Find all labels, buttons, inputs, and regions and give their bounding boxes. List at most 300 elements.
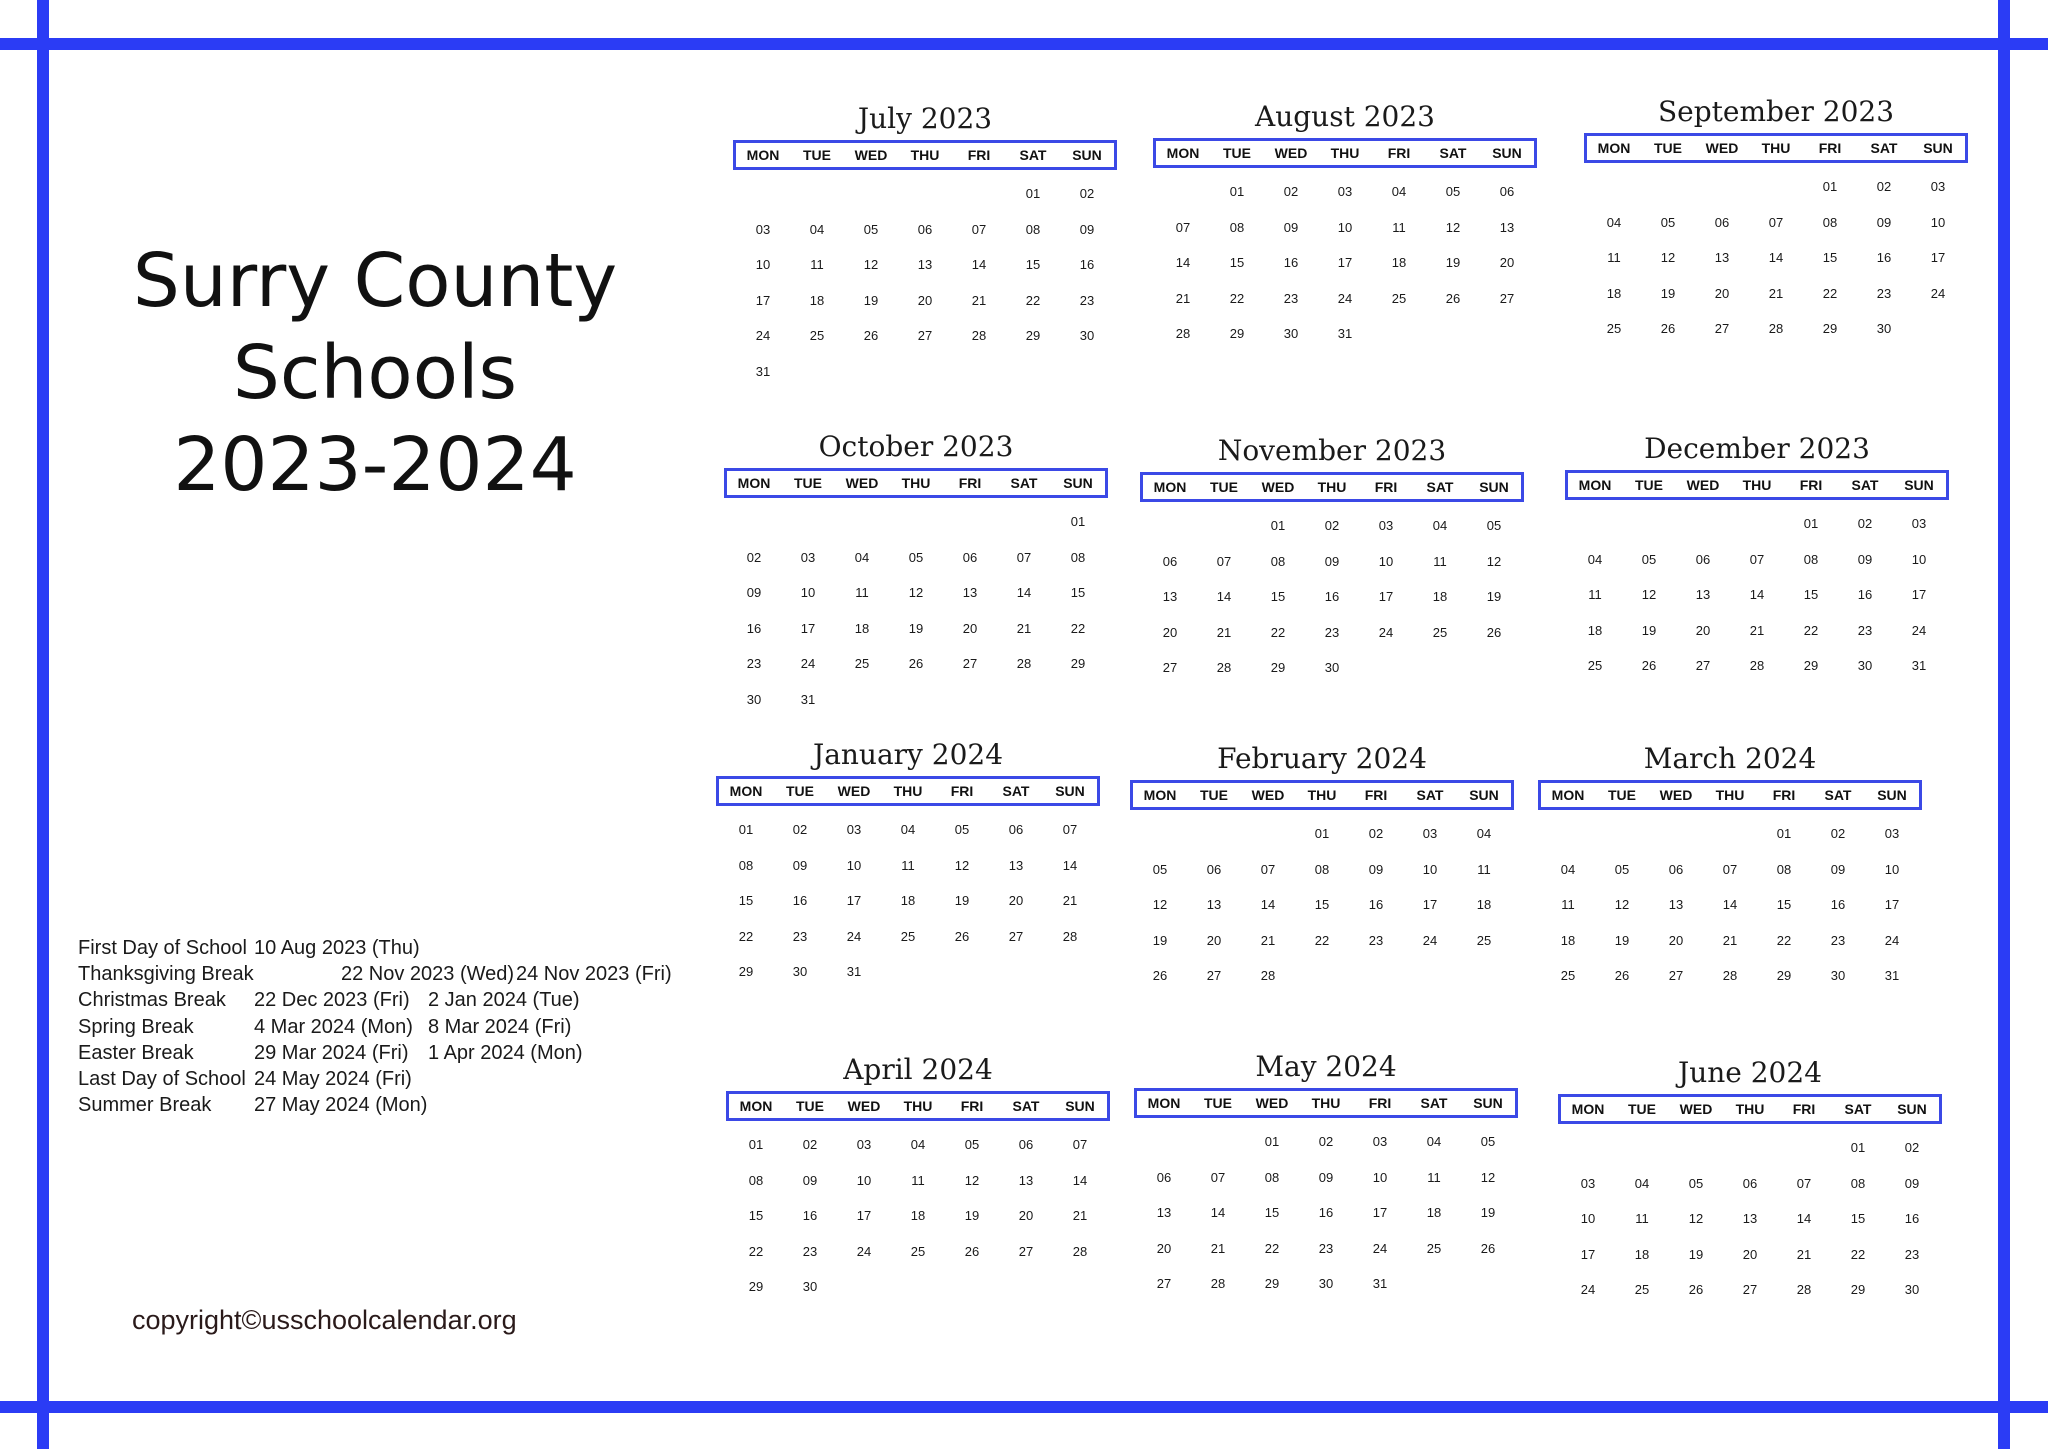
event-name: Christmas Break: [78, 989, 226, 1012]
weekday-label: THU: [1330, 145, 1360, 161]
month-title: May 2024: [1255, 1050, 1397, 1083]
day-cell: 16: [1318, 1205, 1334, 1220]
day-cell: 23: [1324, 624, 1340, 640]
day-cell: 10: [856, 1172, 872, 1188]
weekday-label: WED: [845, 475, 879, 491]
day-cell: 13: [1668, 897, 1684, 912]
weekday-label: TUE: [1654, 140, 1682, 156]
day-cell: 21: [1072, 1208, 1088, 1223]
day-cell: 20: [1695, 622, 1711, 638]
frame-top-border: [0, 38, 2048, 50]
weekday-label: FRI: [950, 783, 974, 799]
day-cell: 04: [1606, 214, 1622, 230]
day-cell: 13: [917, 257, 933, 272]
day-cell: 18: [1606, 285, 1622, 301]
day-cell: 09: [1876, 214, 1892, 230]
day-cell: 15: [1070, 585, 1086, 600]
day-cell: 28: [1175, 326, 1191, 341]
day-cell: 02: [746, 549, 762, 565]
day-cell: 30: [1830, 968, 1846, 983]
day-grid: [1584, 169, 1968, 347]
day-cell: 17: [755, 292, 771, 308]
month-calendar: [1130, 740, 1514, 994]
event-name: Thanksgiving Break: [78, 963, 254, 986]
day-cell: 13: [1742, 1211, 1758, 1226]
day-cell: 28: [1216, 660, 1232, 675]
empty-day-cell: [1695, 169, 1749, 205]
day-cell: 03: [1378, 518, 1394, 533]
day-cell: 29: [1822, 321, 1838, 336]
day-cell: 15: [1270, 589, 1286, 604]
month-title: June 2024: [1677, 1056, 1823, 1089]
day-cell: 16: [1830, 897, 1846, 912]
day-grid: [733, 176, 1117, 389]
day-cell: 03: [1930, 179, 1946, 194]
day-cell: 16: [1079, 257, 1095, 272]
weekday-label: TUE: [786, 783, 814, 799]
day-cell: 19: [1152, 932, 1168, 948]
weekday-label: FRI: [1387, 145, 1411, 161]
day-cell: 16: [1904, 1211, 1920, 1226]
day-cell: 30: [802, 1279, 818, 1294]
empty-day-cell: [1749, 169, 1803, 205]
day-cell: 07: [1210, 1169, 1226, 1185]
day-cell: 08: [1070, 549, 1086, 565]
day-cell: 14: [1722, 897, 1738, 912]
day-cell: 03: [846, 822, 862, 837]
day-cell: 12: [1660, 250, 1676, 265]
day-cell: 24: [1378, 624, 1394, 640]
day-cell: 24: [1884, 932, 1900, 948]
weekday-label: MON: [1153, 479, 1187, 495]
day-cell: 25: [1391, 290, 1407, 306]
day-cell: 04: [854, 549, 870, 565]
day-cell: 31: [1372, 1276, 1388, 1291]
day-cell: 10: [1337, 219, 1353, 235]
weekday-label: SAT: [1012, 1098, 1040, 1114]
day-cell: 28: [1768, 321, 1784, 336]
day-cell: 23: [1904, 1246, 1920, 1262]
weekday-label: MON: [1571, 1101, 1605, 1117]
day-cell: 14: [971, 257, 987, 272]
day-cell: 05: [863, 221, 879, 237]
weekday-label: WED: [854, 147, 888, 163]
weekday-label: THU: [1735, 1101, 1765, 1117]
day-cell: 30: [792, 964, 808, 979]
day-cell: 01: [1803, 516, 1819, 531]
day-cell: 16: [1876, 250, 1892, 265]
weekday-label: TUE: [1628, 1101, 1656, 1117]
day-cell: 10: [1911, 551, 1927, 567]
day-cell: 02: [802, 1137, 818, 1152]
day-cell: 05: [1152, 861, 1168, 877]
day-cell: 09: [1857, 551, 1873, 567]
frame-bottom-border: [0, 1401, 2048, 1413]
day-grid: [1538, 816, 1922, 994]
day-cell: 01: [738, 822, 754, 837]
title-line-3: 2023-2024: [173, 422, 577, 508]
day-cell: 11: [901, 857, 915, 873]
day-cell: 31: [1337, 326, 1353, 341]
weekday-label: THU: [1715, 787, 1745, 803]
empty-day-cell: [727, 504, 781, 540]
month-title: January 2024: [812, 738, 1004, 771]
weekday-label: SAT: [1019, 147, 1047, 163]
day-cell: 26: [964, 1243, 980, 1259]
day-cell: 05: [964, 1137, 980, 1152]
weekday-header: [1558, 1094, 1942, 1124]
month-title: July 2023: [857, 102, 993, 135]
day-cell: 20: [1008, 893, 1024, 908]
day-cell: 08: [1270, 553, 1286, 569]
weekday-label: SAT: [1002, 783, 1030, 799]
event-start: 29 Mar 2024 (Fri): [254, 1041, 409, 1064]
month-calendar: [733, 100, 1117, 389]
day-cell: 05: [908, 549, 924, 565]
day-cell: 17: [1372, 1205, 1388, 1220]
event-start: 27 May 2024 (Mon): [254, 1094, 428, 1117]
event-end: 2 Jan 2024 (Tue): [428, 989, 580, 1012]
day-cell: 24: [1911, 622, 1927, 638]
weekday-header: [1565, 470, 1949, 500]
month-calendar: [1153, 98, 1537, 352]
empty-day-cell: [1197, 508, 1251, 544]
weekday-label: MON: [739, 1098, 773, 1114]
day-cell: 15: [1314, 897, 1330, 912]
day-grid: [724, 504, 1108, 717]
day-cell: 14: [1210, 1205, 1226, 1220]
day-cell: 29: [748, 1279, 764, 1294]
day-cell: 14: [1072, 1172, 1088, 1188]
day-grid: [1153, 174, 1537, 352]
empty-day-cell: [790, 176, 844, 212]
day-cell: 08: [1229, 219, 1245, 235]
day-cell: 25: [1432, 624, 1448, 640]
day-cell: 26: [1641, 658, 1657, 673]
day-cell: 20: [1206, 932, 1222, 948]
day-cell: 23: [1283, 290, 1299, 306]
title-line-2: Schools: [232, 330, 518, 416]
month-title: March 2024: [1643, 742, 1817, 775]
weekday-label: MON: [746, 147, 780, 163]
weekday-label: THU: [1761, 140, 1791, 156]
event-name: First Day of School: [78, 937, 247, 959]
month-calendar: [1584, 93, 1968, 347]
day-cell: 04: [1587, 551, 1603, 567]
weekday-label: FRI: [1364, 787, 1388, 803]
day-cell: 22: [1776, 932, 1792, 948]
day-cell: 05: [1445, 184, 1461, 199]
day-cell: 06: [1695, 551, 1711, 567]
weekday-header: [1134, 1088, 1518, 1118]
weekday-label: SAT: [1416, 787, 1444, 803]
weekday-label: WED: [1679, 1101, 1713, 1117]
day-cell: 16: [792, 893, 808, 908]
day-cell: 09: [792, 857, 808, 873]
day-cell: 02: [1079, 186, 1095, 201]
day-cell: 01: [748, 1137, 764, 1152]
weekday-label: SUN: [1473, 1095, 1503, 1111]
day-cell: 22: [1314, 932, 1330, 948]
day-cell: 17: [1580, 1246, 1596, 1262]
day-cell: 26: [1614, 968, 1630, 983]
day-cell: 12: [908, 585, 924, 600]
month-title: October 2023: [818, 430, 1014, 463]
weekday-header: [726, 1091, 1110, 1121]
weekday-label: FRI: [1374, 479, 1398, 495]
day-cell: 15: [1803, 587, 1819, 602]
day-cell: 07: [1749, 551, 1765, 567]
empty-day-cell: [1676, 506, 1730, 542]
day-cell: 28: [1016, 656, 1032, 671]
weekday-label: MON: [1147, 1095, 1181, 1111]
day-cell: 26: [908, 656, 924, 671]
day-cell: 09: [746, 585, 762, 600]
weekday-label: FRI: [1368, 1095, 1392, 1111]
day-cell: 08: [1314, 861, 1330, 877]
day-cell: 17: [800, 620, 816, 636]
day-cell: 11: [1561, 897, 1575, 912]
day-cell: 01: [1229, 184, 1245, 199]
weekday-header: [1584, 133, 1968, 163]
weekday-label: MON: [737, 475, 771, 491]
day-cell: 18: [1432, 589, 1448, 604]
day-cell: 24: [1422, 932, 1438, 948]
day-cell: 24: [856, 1243, 872, 1259]
day-cell: 10: [755, 257, 771, 272]
weekday-label: FRI: [1799, 477, 1823, 493]
weekday-label: SAT: [1426, 479, 1454, 495]
day-cell: 24: [1372, 1240, 1388, 1256]
day-cell: 30: [1904, 1282, 1920, 1297]
day-cell: 25: [1634, 1282, 1650, 1297]
day-cell: 03: [1580, 1175, 1596, 1191]
weekday-label: MON: [1166, 145, 1200, 161]
empty-day-cell: [898, 176, 952, 212]
day-cell: 23: [792, 928, 808, 944]
day-cell: 11: [1433, 553, 1447, 569]
day-cell: 04: [1426, 1134, 1442, 1149]
weekday-label: TUE: [1635, 477, 1663, 493]
day-cell: 12: [1152, 897, 1168, 912]
weekday-label: TUE: [1223, 145, 1251, 161]
day-cell: 07: [1216, 553, 1232, 569]
day-cell: 19: [954, 893, 970, 908]
day-cell: 27: [917, 328, 933, 343]
day-cell: 02: [1904, 1140, 1920, 1155]
weekday-label: SAT: [1851, 477, 1879, 493]
day-cell: 27: [1008, 928, 1024, 944]
day-cell: 17: [1422, 897, 1438, 912]
day-cell: 29: [738, 964, 754, 979]
day-cell: 16: [746, 620, 762, 636]
day-cell: 20: [1162, 624, 1178, 640]
weekday-label: WED: [1261, 479, 1295, 495]
weekday-label: TUE: [796, 1098, 824, 1114]
day-cell: 13: [1206, 897, 1222, 912]
day-cell: 12: [1480, 1169, 1496, 1185]
event-start: 22 Dec 2023 (Fri): [254, 989, 410, 1012]
day-cell: 11: [855, 585, 869, 600]
day-cell: 21: [1768, 285, 1784, 301]
day-cell: 12: [1445, 219, 1461, 235]
day-cell: 28: [1260, 968, 1276, 983]
event-name: Easter Break: [78, 1041, 194, 1064]
day-cell: 28: [1796, 1282, 1812, 1297]
day-cell: 23: [1318, 1240, 1334, 1256]
day-cell: 30: [1324, 660, 1340, 675]
day-cell: 05: [1688, 1175, 1704, 1191]
day-cell: 02: [1318, 1134, 1334, 1149]
day-cell: 06: [962, 549, 978, 565]
day-cell: 31: [846, 964, 862, 979]
event-end: 1 Apr 2024 (Mon): [428, 1041, 583, 1064]
day-cell: 08: [738, 857, 754, 873]
empty-day-cell: [1187, 816, 1241, 852]
day-cell: 11: [1588, 587, 1602, 602]
weekday-label: SUN: [1877, 787, 1907, 803]
day-cell: 18: [1476, 897, 1492, 912]
day-cell: 25: [809, 328, 825, 343]
day-cell: 22: [1025, 292, 1041, 308]
day-cell: 22: [748, 1243, 764, 1259]
weekday-label: SUN: [1904, 477, 1934, 493]
day-cell: 10: [800, 585, 816, 600]
day-cell: 22: [738, 928, 754, 944]
weekday-label: MON: [1597, 140, 1631, 156]
weekday-label: TUE: [794, 475, 822, 491]
day-cell: 22: [1270, 624, 1286, 640]
frame-left-border: [37, 0, 49, 1449]
day-cell: 27: [1206, 968, 1222, 983]
weekday-label: SUN: [1897, 1101, 1927, 1117]
day-cell: 18: [1560, 932, 1576, 948]
weekday-label: SUN: [1469, 787, 1499, 803]
day-cell: 06: [1206, 861, 1222, 877]
weekday-header: [1538, 780, 1922, 810]
day-cell: 20: [1668, 932, 1684, 948]
weekday-label: TUE: [1210, 479, 1238, 495]
day-cell: 30: [746, 691, 762, 707]
day-cell: 22: [1803, 622, 1819, 638]
day-cell: 12: [964, 1172, 980, 1188]
day-cell: 02: [1876, 179, 1892, 194]
weekday-label: SUN: [1479, 479, 1509, 495]
day-cell: 02: [1368, 826, 1384, 841]
day-cell: 08: [1850, 1175, 1866, 1191]
day-cell: 06: [1162, 553, 1178, 569]
month-title: February 2024: [1217, 742, 1427, 775]
weekday-label: SAT: [1844, 1101, 1872, 1117]
day-cell: 20: [1742, 1246, 1758, 1262]
day-cell: 17: [856, 1208, 872, 1223]
day-cell: 06: [1714, 214, 1730, 230]
month-calendar: [726, 1051, 1110, 1305]
day-cell: 29: [1264, 1276, 1280, 1291]
day-cell: 24: [755, 328, 771, 343]
month-calendar: [1538, 740, 1922, 994]
empty-day-cell: [835, 504, 889, 540]
day-cell: 23: [1079, 292, 1095, 308]
day-cell: 14: [1749, 587, 1765, 602]
day-cell: 10: [1884, 861, 1900, 877]
month-title: November 2023: [1217, 434, 1447, 467]
day-cell: 11: [1477, 861, 1491, 877]
weekday-label: WED: [1659, 787, 1693, 803]
day-cell: 09: [802, 1172, 818, 1188]
day-cell: 30: [1876, 321, 1892, 336]
day-cell: 22: [1264, 1240, 1280, 1256]
weekday-label: SUN: [1492, 145, 1522, 161]
day-cell: 11: [1427, 1169, 1441, 1185]
month-title: August 2023: [1255, 100, 1435, 133]
day-cell: 26: [1480, 1240, 1496, 1256]
weekday-label: SAT: [1439, 145, 1467, 161]
month-calendar: [1140, 432, 1524, 686]
day-cell: 06: [1018, 1137, 1034, 1152]
day-cell: 19: [1445, 255, 1461, 270]
day-cell: 06: [1742, 1175, 1758, 1191]
day-cell: 13: [1695, 587, 1711, 602]
day-cell: 23: [746, 656, 762, 671]
weekday-label: SAT: [1824, 787, 1852, 803]
day-cell: 19: [1480, 1205, 1496, 1220]
title-line-1: Surry County: [132, 238, 618, 324]
day-cell: 29: [1025, 328, 1041, 343]
event-end: 8 Mar 2024 (Fri): [428, 1015, 572, 1038]
day-cell: 15: [1025, 257, 1041, 272]
event-start: 22 Nov 2023 (Wed): [341, 963, 515, 986]
day-grid: [1134, 1124, 1518, 1302]
weekday-label: FRI: [1772, 787, 1796, 803]
day-cell: 02: [1857, 516, 1873, 531]
weekday-label: TUE: [1608, 787, 1636, 803]
day-cell: 16: [1283, 255, 1299, 270]
day-cell: 21: [971, 292, 987, 308]
day-cell: 08: [1264, 1169, 1280, 1185]
frame-right-border: [1998, 0, 2010, 1449]
day-cell: 12: [1688, 1211, 1704, 1226]
day-cell: 22: [1850, 1246, 1866, 1262]
day-cell: 27: [1714, 321, 1730, 336]
day-cell: 03: [1372, 1134, 1388, 1149]
event-name: Summer Break: [78, 1094, 212, 1117]
day-cell: 20: [1156, 1240, 1172, 1256]
day-cell: 14: [1175, 255, 1191, 270]
day-cell: 23: [1368, 932, 1384, 948]
day-cell: 17: [1911, 587, 1927, 602]
day-cell: 01: [1314, 826, 1330, 841]
day-cell: 27: [1156, 1276, 1172, 1291]
day-cell: 09: [1283, 219, 1299, 235]
day-cell: 27: [1162, 660, 1178, 675]
empty-day-cell: [1137, 1124, 1191, 1160]
day-cell: 01: [1270, 518, 1286, 533]
day-cell: 15: [748, 1208, 764, 1223]
empty-day-cell: [1191, 1124, 1245, 1160]
day-cell: 22: [1070, 620, 1086, 636]
empty-day-cell: [1777, 1130, 1831, 1166]
month-calendar: [724, 428, 1108, 717]
weekday-header: [733, 140, 1117, 170]
day-cell: 29: [1850, 1282, 1866, 1297]
day-cell: 30: [1318, 1276, 1334, 1291]
day-cell: 03: [755, 221, 771, 237]
day-cell: 31: [1884, 968, 1900, 983]
day-cell: 25: [1476, 932, 1492, 948]
day-cell: 07: [1175, 219, 1191, 235]
day-cell: 16: [1857, 587, 1873, 602]
